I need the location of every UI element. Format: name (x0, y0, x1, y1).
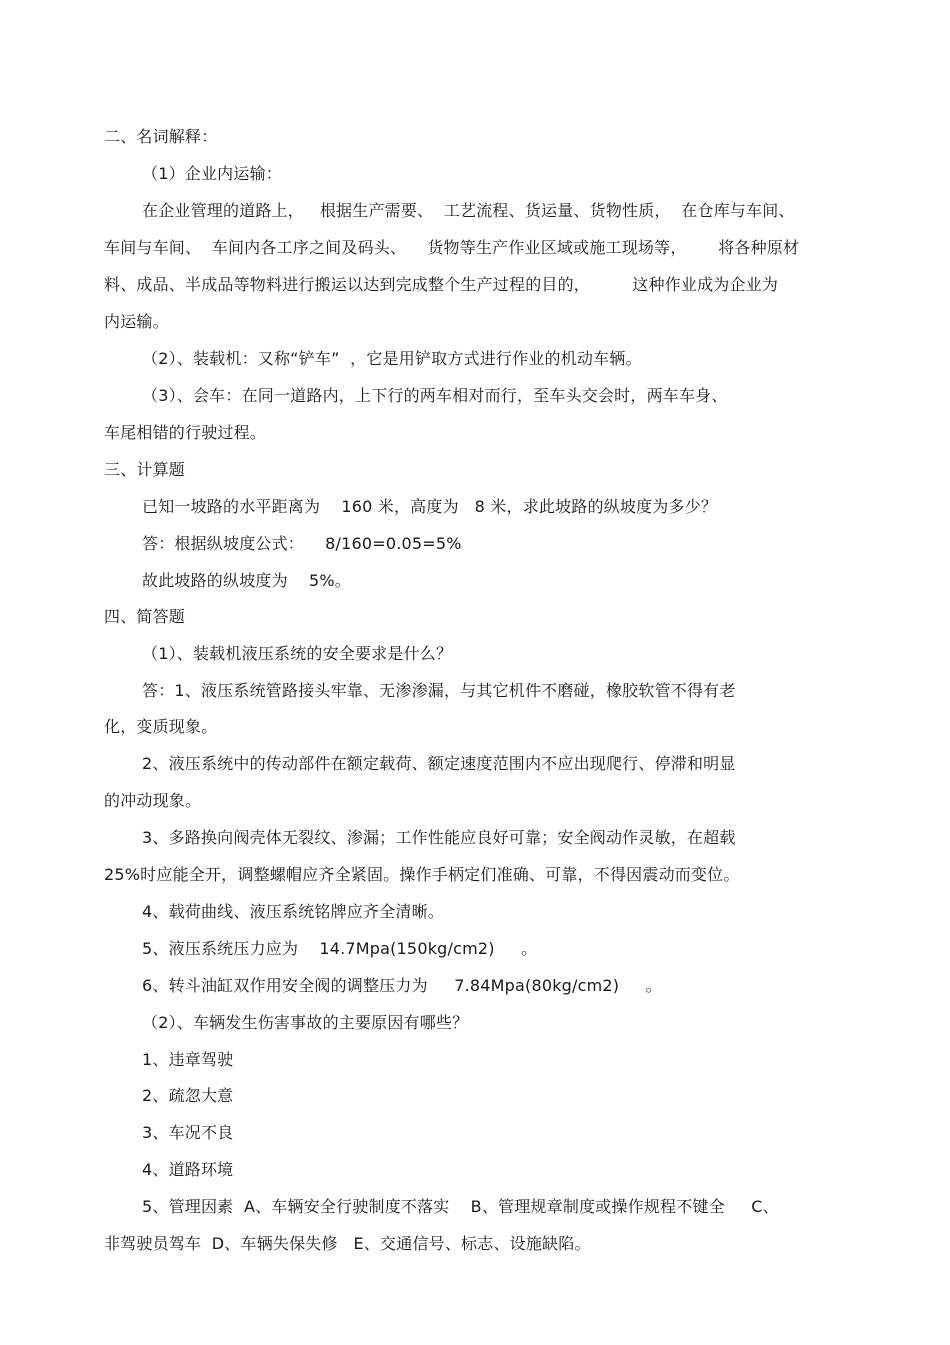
section-heading-calc: 三、计算题 (104, 460, 186, 479)
cause-5-line-2: 非驾驶员驾车 D、车辆失保失修 E、交通信号、标志、设施缺陷。 (104, 1234, 591, 1253)
answer-5: 5、液压系统压力应为 14.7Mpa(150kg/cm2) 。 (142, 939, 538, 958)
term-1-body-line-3: 料、成品、半成品等物料进行搬运以达到完成整个生产过程的目的， 这种作业成为企业为 (104, 275, 779, 294)
term-1-body-line-1: 在企业管理的道路上， 根据生产需要、 工艺流程、货运量、货物性质， 在仓库与车间、 (142, 201, 795, 220)
answer-3-line-2: 25%时应能全开，调整螺帽应齐全紧固。操作手柄定们准确、可靠，不得因震动而变位。 (104, 865, 740, 884)
cause-2: 2、疏忽大意 (142, 1086, 234, 1105)
short-question-1: （1）、装载机液压系统的安全要求是什么？ (142, 644, 453, 663)
cause-1: 1、违章驾驶 (142, 1050, 234, 1069)
calc-answer-1: 答：根据纵坡度公式： 8/160=0.05=5% (142, 534, 462, 553)
section-heading-terms: 二、名词解释： (104, 127, 218, 146)
answer-2-line-2: 的冲动现象。 (104, 791, 202, 810)
calc-question: 已知一坡路的水平距离为 160 米，高度为 8 米，求此坡路的纵坡度为多少？ (142, 497, 718, 516)
answer-4: 4、载荷曲线、液压系统铭牌应齐全清晰。 (142, 902, 444, 921)
term-1-title: （1）企业内运输： (142, 164, 282, 183)
section-heading-short: 四、简答题 (104, 607, 186, 626)
calc-answer-2: 故此坡路的纵坡度为 5%。 (142, 571, 351, 590)
answer-1-line-1: 答：1、液压系统管路接头牢靠、无渗渗漏，与其它机件不磨碰，橡胶软管不得有老 (142, 681, 736, 700)
cause-4: 4、道路环境 (142, 1160, 234, 1179)
term-1-body-line-2: 车间与车间、 车间内各工序之间及码头、 货物等生产作业区域或施工现场等， 将各种原材 (104, 238, 800, 257)
term-1-body-line-4: 内运输。 (104, 312, 169, 331)
cause-5-line-1: 5、管理因素 A、车辆安全行驶制度不落实 B、管理规章制度或操作规程不键全 C、 (142, 1197, 779, 1216)
short-question-2: （2）、车辆发生伤害事故的主要原因有哪些？ (142, 1013, 469, 1032)
term-3-line-1: （3）、会车：在同一道路内，上下行的两车相对而行，至车头交会时，两车车身、 (142, 386, 728, 405)
term-2: （2）、装载机：又称“铲车” ，它是用铲取方式进行作业的机动车辆。 (142, 349, 642, 368)
answer-6: 6、转斗油缸双作用安全阀的调整压力为 7.84Mpa(80kg/cm2) 。 (142, 976, 662, 995)
answer-2-line-1: 2、液压系统中的传动部件在额定载荷、额定速度范围内不应出现爬行、停滞和明显 (142, 754, 736, 773)
term-3-line-2: 车尾相错的行驶过程。 (104, 423, 267, 442)
answer-1-line-2: 化，变质现象。 (104, 717, 218, 736)
answer-3-line-1: 3、多路换向阀壳体无裂纹、渗漏；工作性能应良好可靠；安全阀动作灵敏，在超载 (142, 828, 736, 847)
cause-3: 3、车况不良 (142, 1123, 234, 1142)
